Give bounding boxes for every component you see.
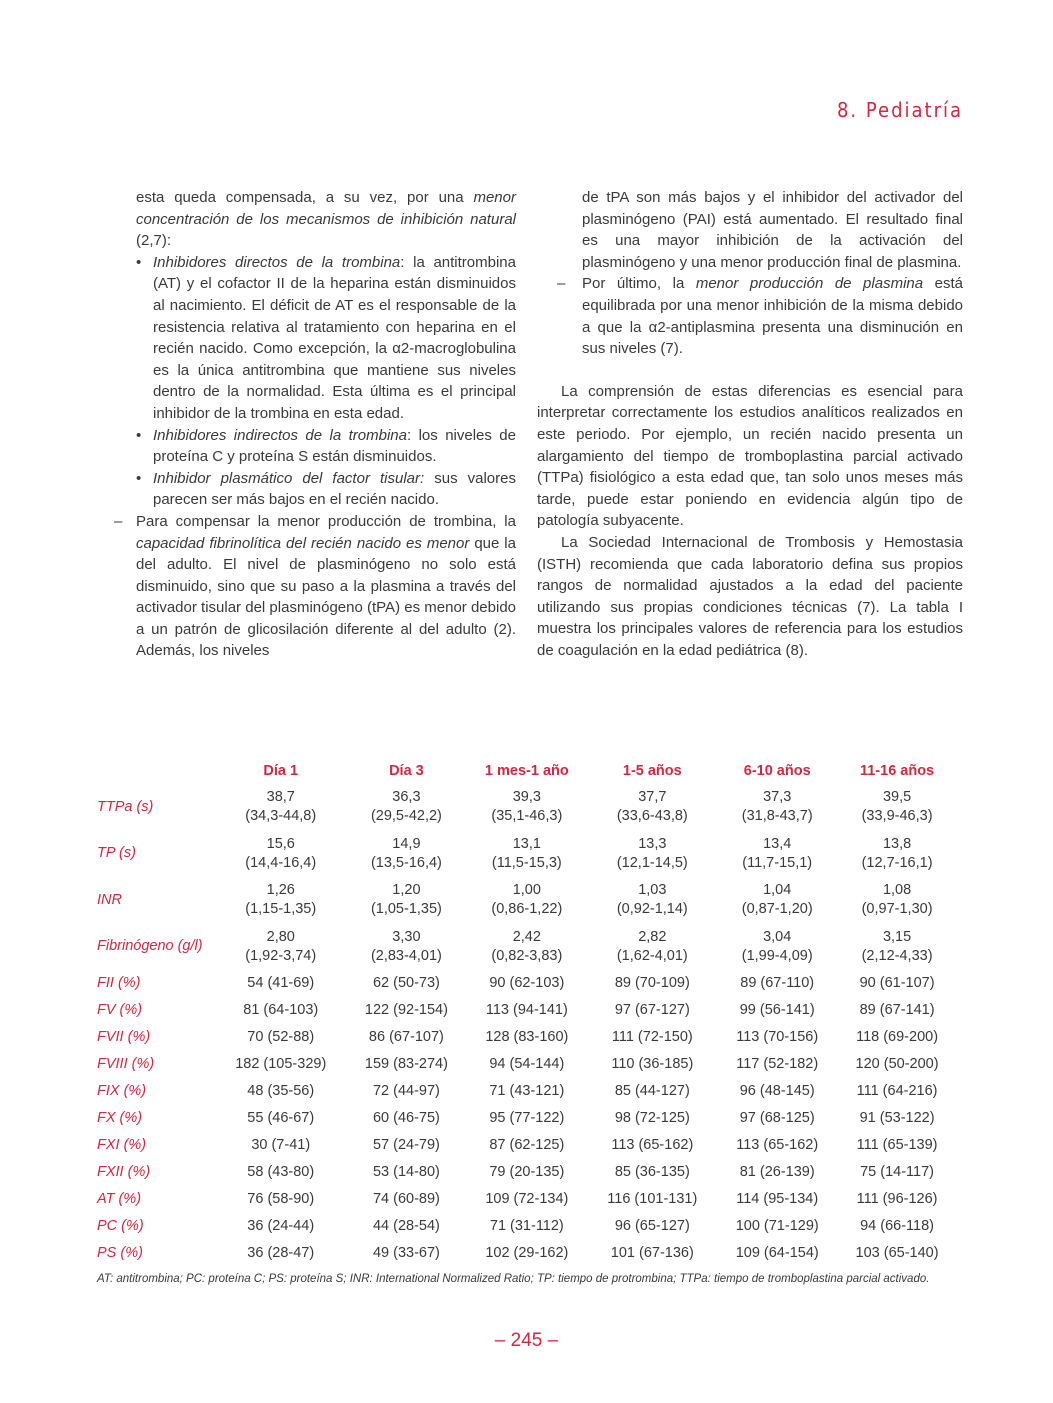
table-cell	[346, 997, 466, 1024]
table-cell	[717, 1078, 837, 1105]
table-cell	[837, 1186, 957, 1213]
cell-value: 36 (28-47)	[247, 1245, 315, 1261]
cell-value: 3,04	[763, 928, 792, 945]
section-header: 8. Pediatría	[836, 98, 963, 122]
cell-value: 14,9	[392, 835, 421, 852]
cell-value: 113 (65-162)	[611, 1137, 694, 1153]
table-row	[97, 1051, 957, 1078]
cell-range: (31,8-43,7)	[741, 808, 813, 825]
table-cell	[466, 1024, 587, 1051]
left-column	[114, 187, 516, 662]
table-cell	[717, 1024, 837, 1051]
cell-value: 58 (43-80)	[247, 1164, 315, 1180]
table-row	[97, 831, 957, 878]
table-cell	[587, 1186, 717, 1213]
cell-value: 75 (14-117)	[860, 1164, 934, 1180]
row-label: FV (%)	[97, 1002, 143, 1018]
table-row	[97, 1024, 957, 1051]
table-cell	[837, 997, 957, 1024]
cell-range: (1,62-4,01)	[616, 947, 688, 964]
cell-value: 100 (71-129)	[735, 1218, 819, 1234]
table-footnote: AT: antitrombina; PC: proteína C; PS: proteína S; INR: International Normalized Ratio; TP: tiempo de protrombina; TTPa: tiempo de tromboplastina parcial activado.	[97, 1273, 930, 1285]
cell-value: 37,3	[763, 789, 792, 806]
cell-range: (29,5-42,2)	[370, 808, 442, 825]
cell-range: (0,82-3,83)	[491, 947, 563, 964]
cell-value: 94 (54-144)	[489, 1056, 565, 1072]
reference-values-table	[97, 758, 957, 1267]
cell-value: 60 (46-75)	[372, 1110, 440, 1126]
cell-value: 71 (43-121)	[489, 1083, 565, 1099]
cell-value: 38,7	[266, 789, 295, 806]
table-cell	[717, 1240, 837, 1267]
cell-value: 182 (105-329)	[235, 1056, 327, 1072]
cell-range: (14,4-16,4)	[245, 854, 317, 871]
cell-value: 1,08	[882, 882, 912, 899]
table-cell	[466, 970, 587, 997]
cell-value: 53 (14-80)	[372, 1164, 440, 1180]
table-cell	[717, 877, 837, 924]
table-cell	[466, 784, 587, 831]
list-item: • Inhibidores indirectos de la trombina: los niveles de proteína C y proteína S están disminuidos.	[136, 425, 516, 468]
table-cell	[837, 1105, 957, 1132]
cell-value: 118 (69-200)	[856, 1029, 939, 1045]
cell-value: 98 (72-125)	[614, 1110, 690, 1126]
column-header: 11-16 años	[859, 763, 935, 779]
table-cell	[587, 1159, 717, 1186]
cell-value: 86 (67-107)	[368, 1029, 444, 1045]
table-cell	[346, 1105, 466, 1132]
table-row	[97, 970, 957, 997]
table-cell	[837, 1078, 957, 1105]
cell-value: 81 (26-139)	[739, 1164, 815, 1180]
cell-value: 1,26	[266, 882, 295, 899]
cell-value: 1,00	[512, 882, 541, 899]
table-cell	[215, 1159, 346, 1186]
cell-value: 30 (7-41)	[251, 1137, 311, 1153]
continued-paragraph: de tPA son más bajos y el inhibidor del activador del plasminógeno (PAI) está aumentado. El resultado final es una mayor inhibición de la activación del plasminógeno y una menor producción final de plasmina.	[582, 189, 963, 271]
cell-value: 109 (64-154)	[735, 1245, 819, 1261]
table-cell	[215, 1186, 346, 1213]
column-header: Día 1	[263, 763, 299, 779]
list-item: • Inhibidor plasmático del factor tisular: sus valores parecen ser más bajos en el recién nacido.	[136, 468, 516, 511]
cell-value: 113 (70-156)	[736, 1029, 819, 1045]
table-cell	[837, 970, 957, 997]
cell-value: 97 (68-125)	[739, 1110, 815, 1126]
table-cell	[346, 924, 466, 971]
table-cell	[346, 1240, 466, 1267]
table-row	[97, 924, 957, 971]
cell-value: 79 (20-135)	[489, 1164, 565, 1180]
cell-value: 13,4	[763, 835, 792, 852]
intro-paragraph: esta queda compensada, a su vez, por una menor concentración de los mecanismos de inhibición natural (2,7):	[136, 189, 516, 250]
cell-value: 49 (33-67)	[372, 1245, 440, 1261]
cell-range: (12,1-14,5)	[616, 854, 688, 871]
cell-value: 39,3	[512, 789, 541, 806]
cell-range: (12,7-16,1)	[861, 854, 933, 871]
table-cell	[466, 924, 587, 971]
table-cell	[717, 831, 837, 878]
cell-value: 54 (41-69)	[247, 975, 315, 991]
cell-value: 85 (36-135)	[614, 1164, 690, 1180]
row-label: AT (%)	[97, 1191, 142, 1207]
cell-value: 85 (44-127)	[614, 1083, 690, 1099]
row-label: FVIII (%)	[97, 1056, 155, 1072]
table-cell	[215, 924, 346, 971]
table-cell	[837, 1051, 957, 1078]
cell-value: 103 (65-140)	[855, 1245, 939, 1261]
right-column	[537, 187, 963, 661]
table-row	[97, 1105, 957, 1132]
table-cell	[717, 997, 837, 1024]
table-row	[97, 1159, 957, 1186]
cell-value: 109 (72-134)	[485, 1191, 569, 1207]
table-cell	[717, 1051, 837, 1078]
table-cell	[717, 1105, 837, 1132]
dash-paragraph-plasmin: – Por último, la menor producción de plasmina está equilibrada por una menor inhibición de la misma debido a que la α2-antiplasmina presenta una disminución en sus niveles (7).	[557, 275, 963, 358]
body-paragraph: La Sociedad Internacional de Trombosis y Hemostasia (ISTH) recomienda que cada laboratorio defina sus propios rangos de normalidad ajustados a la edad del paciente utilizando sus propias condiciones técnicas (7). La tabla I muestra los principales valores de referencia para los estudios de coagulación en la edad pediátrica (8).	[537, 533, 963, 659]
row-label: FIX (%)	[97, 1083, 147, 1099]
table-row	[97, 1213, 957, 1240]
table-cell	[587, 831, 717, 878]
cell-value: 70 (52-88)	[247, 1029, 315, 1045]
table-cell	[717, 924, 837, 971]
cell-value: 74 (60-89)	[372, 1191, 440, 1207]
page-number: – 245 –	[494, 1330, 559, 1351]
cell-value: 111 (96-126)	[856, 1191, 938, 1207]
row-label: FVII (%)	[97, 1029, 151, 1045]
row-label: Fibrinógeno (g/l)	[97, 938, 203, 955]
cell-value: 111 (65-139)	[856, 1137, 938, 1153]
table-cell	[346, 1186, 466, 1213]
row-label: TP (s)	[97, 845, 136, 862]
dash-mark: –	[114, 512, 123, 530]
cell-value: 87 (62-125)	[489, 1137, 565, 1153]
cell-value: 94 (66-118)	[860, 1218, 934, 1234]
table-cell	[466, 877, 587, 924]
table-cell	[466, 1213, 587, 1240]
cell-value: 89 (67-141)	[859, 1002, 935, 1018]
cell-value: 117 (52-182)	[736, 1056, 819, 1072]
column-header: Día 3	[389, 763, 424, 779]
table-cell	[215, 1051, 346, 1078]
table-cell	[717, 970, 837, 997]
table-cell	[717, 784, 837, 831]
table-cell	[346, 1051, 466, 1078]
table-header-row	[97, 758, 957, 784]
table-cell	[837, 877, 957, 924]
cell-value: 89 (70-109)	[614, 975, 690, 991]
row-label: TTPa (s)	[97, 798, 154, 815]
dash-mark: –	[557, 275, 566, 293]
cell-value: 113 (94-141)	[485, 1002, 568, 1018]
table-cell	[587, 924, 717, 971]
table-cell	[587, 970, 717, 997]
cell-value: 159 (83-274)	[364, 1056, 448, 1072]
table-cell	[346, 831, 466, 878]
row-label: FX (%)	[97, 1110, 143, 1126]
table-cell	[346, 1213, 466, 1240]
table-cell	[837, 1213, 957, 1240]
table-row	[97, 1078, 957, 1105]
dash-paragraph-fibrinolysis: – Para compensar la menor producción de trombina, la capacidad fibrinolítica del recién nacido es menor que la del adulto. El nivel de plasminógeno no solo está disminuido, sino que su paso a la plasmina a través del activador tisular del plasminógeno (tPA) es menor debido a un patrón de glicosilación diferente al del adulto (2). Además, los niveles	[114, 512, 516, 660]
cell-value: 1,20	[392, 882, 421, 899]
cell-value: 15,6	[266, 835, 295, 852]
cell-value: 128 (83-160)	[485, 1029, 569, 1045]
table-cell	[837, 831, 957, 878]
cell-value: 3,15	[882, 928, 912, 945]
table-cell	[466, 1132, 587, 1159]
cell-value: 102 (29-162)	[485, 1245, 569, 1261]
table-cell	[466, 1159, 587, 1186]
cell-value: 96 (65-127)	[614, 1218, 690, 1234]
table-cell	[466, 831, 587, 878]
cell-range: (35,1-46,3)	[491, 808, 563, 825]
table-cell	[215, 1105, 346, 1132]
cell-value: 62 (50-73)	[372, 975, 440, 991]
row-label-header	[97, 758, 215, 784]
cell-value: 81 (64-103)	[243, 1002, 319, 1018]
cell-value: 37,7	[638, 789, 667, 806]
row-label: PS (%)	[97, 1245, 143, 1261]
table-cell	[215, 877, 346, 924]
table-cell	[587, 1105, 717, 1132]
table-cell	[346, 1159, 466, 1186]
column-header: 1-5 años	[622, 763, 682, 779]
cell-range: (2,83-4,01)	[370, 947, 442, 964]
cell-range: (0,87-1,20)	[741, 901, 813, 918]
table-cell	[466, 1240, 587, 1267]
inhibitor-list	[136, 252, 516, 511]
table-cell	[837, 1159, 957, 1186]
table-cell	[587, 1051, 717, 1078]
cell-range: (11,7-15,1)	[742, 854, 813, 871]
table-row	[97, 877, 957, 924]
cell-value: 97 (67-127)	[614, 1002, 690, 1018]
table-cell	[215, 1078, 346, 1105]
cell-value: 1,03	[638, 882, 667, 899]
table-cell	[837, 1024, 957, 1051]
table-cell	[466, 1186, 587, 1213]
table-row	[97, 784, 957, 831]
cell-range: (1,99-4,09)	[741, 947, 813, 964]
cell-value: 89 (67-110)	[740, 975, 815, 991]
cell-value: 110 (36-185)	[611, 1056, 694, 1072]
table-cell	[466, 1078, 587, 1105]
cell-range: (0,86-1,22)	[491, 901, 563, 918]
cell-value: 113 (65-162)	[736, 1137, 819, 1153]
table-cell	[215, 784, 346, 831]
cell-value: 99 (56-141)	[739, 1002, 815, 1018]
cell-value: 72 (44-97)	[372, 1083, 440, 1099]
cell-range: (1,05-1,35)	[370, 901, 442, 918]
cell-value: 71 (31-112)	[489, 1218, 564, 1234]
cell-value: 95 (77-122)	[489, 1110, 565, 1126]
cell-value: 1,04	[763, 882, 792, 899]
table-cell	[215, 831, 346, 878]
cell-value: 39,5	[882, 789, 912, 806]
table-cell	[717, 1132, 837, 1159]
cell-value: 96 (48-145)	[739, 1083, 815, 1099]
cell-value: 91 (53-122)	[859, 1110, 935, 1126]
cell-value: 120 (50-200)	[855, 1056, 939, 1072]
table-cell	[587, 877, 717, 924]
table-cell	[346, 784, 466, 831]
cell-range: (34,3-44,8)	[245, 808, 317, 825]
table-cell	[346, 970, 466, 997]
cell-range: (0,97-1,30)	[861, 901, 933, 918]
table-row	[97, 1132, 957, 1159]
table-cell	[717, 1213, 837, 1240]
table-cell	[837, 1240, 957, 1267]
cell-value: 114 (95-134)	[736, 1191, 819, 1207]
row-label: FXI (%)	[97, 1137, 147, 1153]
cell-value: 116 (101-131)	[607, 1191, 698, 1207]
cell-value: 3,30	[392, 928, 421, 945]
cell-value: 36 (24-44)	[247, 1218, 315, 1234]
cell-value: 44 (28-54)	[372, 1218, 440, 1234]
cell-value: 13,3	[638, 835, 667, 852]
cell-value: 48 (35-56)	[247, 1083, 315, 1099]
cell-value: 2,42	[512, 928, 541, 945]
table-cell	[215, 997, 346, 1024]
cell-value: 2,80	[266, 928, 295, 945]
cell-range: (33,9-46,3)	[861, 808, 933, 825]
cell-range: (1,92-3,74)	[245, 947, 317, 964]
table-body	[97, 784, 957, 1267]
cell-value: 57 (24-79)	[372, 1137, 440, 1153]
cell-range: (13,5-16,4)	[370, 854, 442, 871]
cell-value: 76 (58-90)	[247, 1191, 315, 1207]
table-cell	[837, 1132, 957, 1159]
table-cell	[346, 877, 466, 924]
cell-value: 13,8	[882, 835, 912, 852]
table-cell	[346, 1024, 466, 1051]
table-row	[97, 997, 957, 1024]
table-cell	[587, 784, 717, 831]
cell-range: (0,92-1,14)	[616, 901, 688, 918]
cell-value: 111 (72-150)	[611, 1029, 693, 1045]
table-cell	[215, 1213, 346, 1240]
list-item: • Inhibidores directos de la trombina: la antitrombina (AT) y el cofactor II de la heparina están disminuidos al nacimiento. El déficit de AT es el responsable de la resistencia relativa al tratamiento con heparina en el recién nacido. Como excepción, la α2-macroglobulina es la única antitrombina que mantiene sus niveles dentro de la normalidad. Esta última es el principal inhibidor de la trombina en esta edad.	[136, 252, 516, 425]
cell-value: 13,1	[512, 835, 541, 852]
column-header: 1 mes-1 año	[484, 763, 569, 779]
table-cell	[346, 1132, 466, 1159]
row-label: INR	[97, 891, 122, 908]
cell-range: (33,6-43,8)	[616, 808, 688, 825]
table-row	[97, 1186, 957, 1213]
table-cell	[346, 1078, 466, 1105]
cell-value: 55 (46-67)	[247, 1110, 315, 1126]
table-cell	[587, 1078, 717, 1105]
table-cell	[215, 1240, 346, 1267]
cell-range: (1,15-1,35)	[245, 901, 317, 918]
cell-value: 90 (62-103)	[489, 975, 565, 991]
table-cell	[466, 997, 587, 1024]
cell-value: 122 (92-154)	[364, 1002, 448, 1018]
table-cell	[587, 1240, 717, 1267]
table-row	[97, 1240, 957, 1267]
table-cell	[717, 1186, 837, 1213]
table-cell	[837, 784, 957, 831]
cell-value: 36,3	[392, 789, 421, 806]
table-cell	[837, 924, 957, 971]
table-cell	[587, 1024, 717, 1051]
cell-value: 2,82	[638, 928, 667, 945]
row-label: FII (%)	[97, 975, 141, 991]
cell-value: 90 (61-107)	[859, 975, 935, 991]
cell-range: (11,5-15,3)	[491, 854, 562, 871]
table-cell	[717, 1159, 837, 1186]
table-cell	[215, 970, 346, 997]
cell-value: 111 (64-216)	[856, 1083, 938, 1099]
body-paragraph: La comprensión de estas diferencias es esencial para interpretar correctamente los estudios analíticos realizados en este periodo. Por ejemplo, un recién nacido presenta un alargamiento del tiempo de tromboplastina parcial activado (TTPa) fisiológico a esta edad que, tan solo unos meses más tarde, puede estar poniendo en evidencia algún tipo de patología subyacente.	[537, 382, 963, 530]
table-cell	[215, 1024, 346, 1051]
row-label: FXII (%)	[97, 1164, 151, 1180]
cell-range: (2,12-4,33)	[861, 947, 933, 964]
table-cell	[215, 1132, 346, 1159]
table-cell	[466, 1105, 587, 1132]
row-label: PC (%)	[97, 1218, 144, 1234]
table-cell	[587, 1132, 717, 1159]
column-header: 6-10 años	[743, 763, 811, 779]
table-cell	[587, 997, 717, 1024]
table-cell	[466, 1051, 587, 1078]
cell-value: 101 (67-136)	[610, 1245, 694, 1261]
table-cell	[587, 1213, 717, 1240]
